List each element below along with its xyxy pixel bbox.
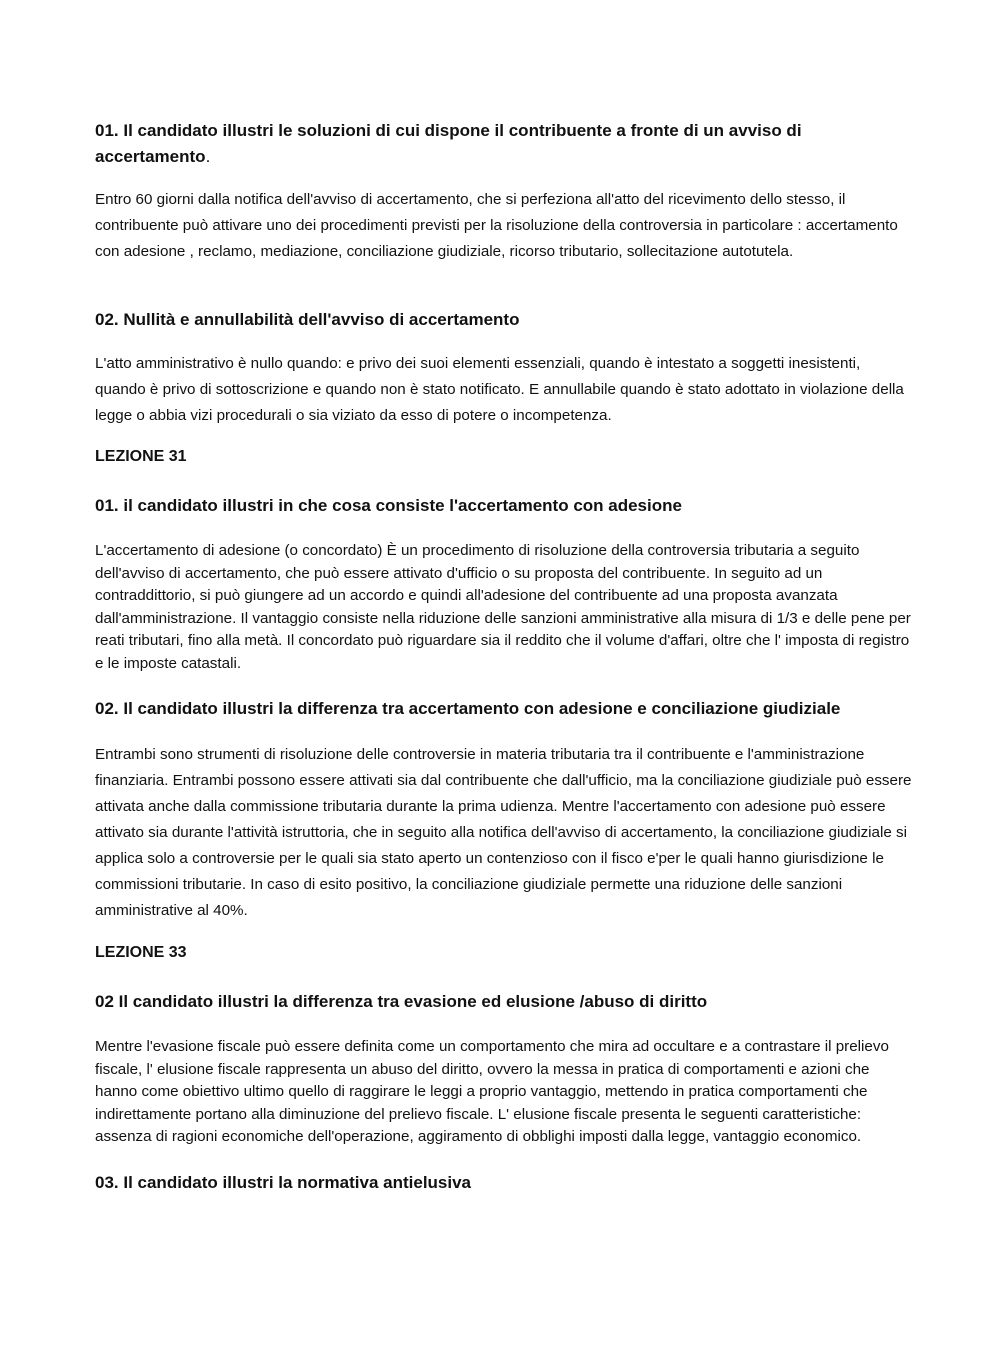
answer-paragraph: L'accertamento di adesione (o concordato) È un procedimento di risoluzione della controversia tributaria a seguito dell'avviso di accertamento, che può essere attivato d'ufficio o su proposta del contribuente. In seguito ad un contraddittorio, si può giungere ad un accordo e quindi all'adesione del contribuente ad una proposta avanzata dall'amministrazione. Il vantaggio consiste nella riduzione delle sanzioni amministrative alla misura di 1/3 e delle pene per reati tributari, fino alla metà. Il concordato può riguardare sia il reddito che il volume d'affari, oltre che l' imposta di registro e le imposte catastali. bbox=[95, 542, 911, 672]
question-heading: 01. il candidato illustri in che cosa consiste l'accertamento con adesione bbox=[95, 496, 682, 515]
answer-paragraph: L'atto amministrativo è nullo quando: e privo dei suoi elementi essenziali, quando è intestato a soggetti inesistenti, quando è privo di sottoscrizione e quando non è stato notificato. E annullabile quando è stato adottato in violazione della legge o abbia vizi procedurali o sia viziato da esso di potere o incompetenza. bbox=[95, 355, 904, 424]
question-heading bbox=[95, 118, 915, 170]
answer-paragraph: Mentre l'evasione fiscale può essere definita come un comportamento che mira ad occultare e a contrastare il prelievo fiscale, l' elusione fiscale rappresenta un abuso del diritto, ovvero la messa in pratica di comportamenti e azioni che hanno come obiettivo ultimo quello di raggirare le leggi a proprio vantaggio, mettendo in pratica comportamenti che indirettamente portano alla diminuzione del prelievo fiscale. L' elusione fiscale presenta le seguenti caratteristiche: assenza di ragioni economiche dell'operazione, aggiramento di obblighi imposti dalla legge, vantaggio economico. bbox=[95, 1038, 889, 1145]
question-heading: 02. Nullità e annullabilità dell'avviso di accertamento bbox=[95, 310, 520, 329]
question-text: 01. Il candidato illustri le soluzioni di cui dispone il contribuente a fronte di un avviso di accertamento bbox=[95, 121, 802, 166]
lesson-heading: LEZIONE 31 bbox=[95, 448, 187, 465]
lesson-heading: LEZIONE 33 bbox=[95, 944, 187, 961]
document-page bbox=[95, 118, 915, 1196]
question-heading: 02. Il candidato illustri la differenza tra accertamento con adesione e conciliazione giudiziale bbox=[95, 699, 841, 718]
answer-paragraph: Entrambi sono strumenti di risoluzione delle controversie in materia tributaria tra il contribuente e l'amministrazione finanziaria. Entrambi possono essere attivati sia dal contribuente che dall'ufficio, ma la conciliazione giudiziale può essere attivata anche dalla commissione tributaria durante la prima udienza. Mentre l'accertamento con adesione può essere attivato sia durante l'attività istruttoria, che in seguito alla notifica dell'avviso di accertamento, la conciliazione giudiziale si applica solo a controversie per le quali sia stato aperto un contenzioso con il fisco e'per le quali hanno giurisdizione le commissioni tributarie. In caso di esito positivo, la conciliazione giudiziale permette una riduzione delle sanzioni amministrative al 40%. bbox=[95, 746, 912, 919]
question-tail: . bbox=[205, 147, 211, 166]
question-heading: 03. Il candidato illustri la normativa antielusiva bbox=[95, 1172, 472, 1192]
question-heading: 02 Il candidato illustri la differenza tra evasione ed elusione /abuso di diritto bbox=[95, 992, 708, 1011]
answer-paragraph: Entro 60 giorni dalla notifica dell'avviso di accertamento, che si perfeziona all'atto del ricevimento dello stesso, il contribuente può attivare uno dei procedimenti previsti per la risoluzione della controversia in particolare : accertamento con adesione , reclamo, mediazione, conciliazione giudiziale, ricorso tributario, sollecitazione autotutela. bbox=[95, 191, 898, 260]
